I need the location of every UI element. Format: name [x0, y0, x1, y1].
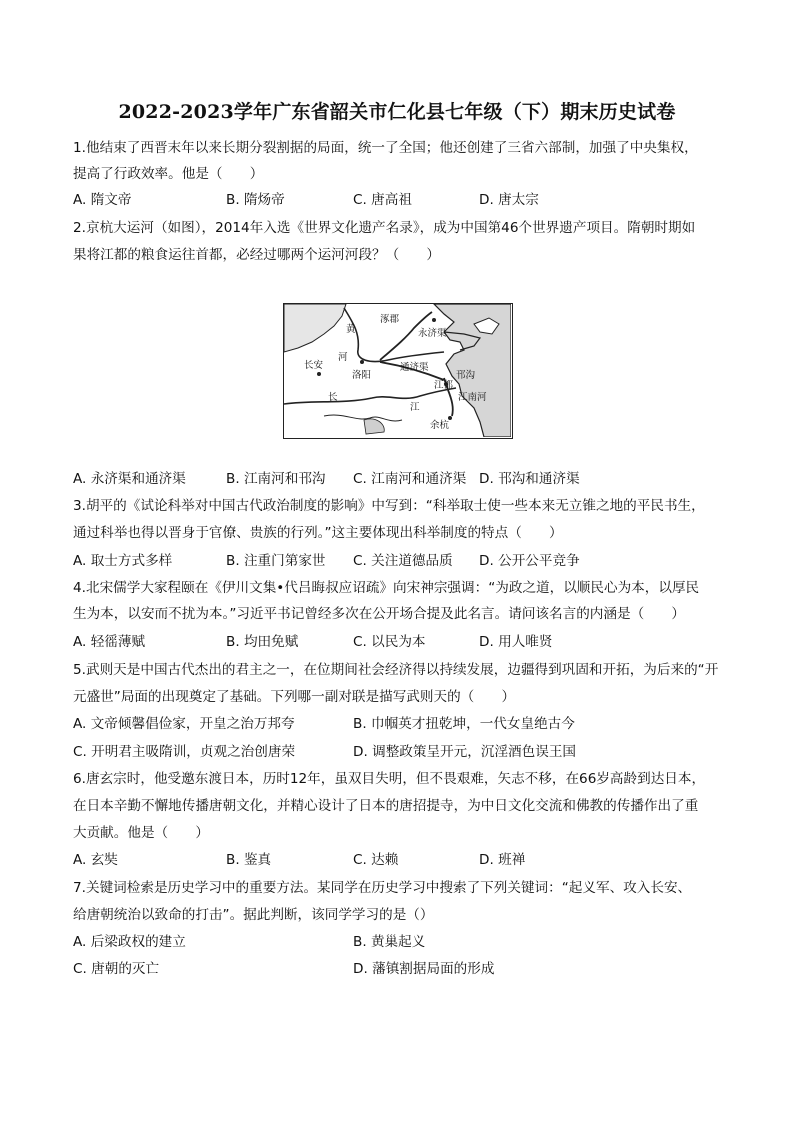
question-3-option-b: B. 注重门第家世: [226, 553, 326, 569]
question-3-line-2: 通过科举也得以晋身于官僚、贵族的行列。”这主要体现出科举制度的特点（ ）: [73, 525, 563, 541]
map-label-yongjiqu: 永济渠: [418, 328, 447, 339]
grand-canal-map: [283, 303, 513, 439]
map-label-he: 河: [338, 352, 348, 363]
question-7-option-d: D. 藩镇割据局面的形成: [353, 961, 495, 977]
map-label-zhuojun: 涿郡: [380, 314, 400, 325]
map-label-yuhang: 余杭: [430, 420, 450, 431]
question-6-option-c: C. 达赖: [353, 852, 399, 868]
map-label-changan: 长安: [304, 360, 324, 371]
question-1-option-a: A. 隋文帝: [73, 192, 132, 208]
question-1-option-d: D. 唐太宗: [479, 192, 539, 208]
changan-marker: [317, 372, 321, 376]
question-4-option-b: B. 均田免赋: [226, 634, 299, 650]
question-7-option-a: A. 后梁政权的建立: [73, 934, 186, 950]
map-label-jiang: 江: [410, 402, 420, 413]
question-2-option-b: B. 江南河和邗沟: [226, 471, 326, 487]
question-6-option-d: D. 班禅: [479, 852, 526, 868]
map-label-hangou: 邗沟: [456, 370, 476, 381]
question-4-line-2: 生为本，以安而不扰为本。”习近平书记曾经多次在公开场合提及此名言。请问该名言的内涵是（ ）: [73, 606, 685, 622]
question-2-option-a: A. 永济渠和通济渠: [73, 471, 186, 487]
map-label-huang: 黄: [346, 324, 356, 335]
exam-title: 2022-2023学年广东省韶关市仁化县七年级（下）期末历史试卷: [118, 101, 676, 123]
map-label-jiangnanhe: 江南河: [458, 392, 487, 403]
question-6-option-a: A. 玄奘: [73, 852, 118, 868]
question-6-line-1: 6.唐玄宗时，他受邀东渡日本，历时12年，虽双目失明，但不畏艰难，矢志不移，在66岁高龄到达日本，: [73, 771, 706, 787]
question-4-option-a: A. 轻徭薄赋: [73, 634, 146, 650]
luoyang-marker: [360, 360, 364, 364]
map-label-tongjiqu: 通济渠: [400, 362, 429, 373]
question-1-line-2: 提高了行政效率。他是（ ）: [73, 166, 264, 182]
question-7-line-1: 7.关键词检索是历史学习中的重要方法。某同学在历史学习中搜索了下列关键词：“起义军、攻入长安、: [73, 880, 692, 896]
map-label-chang: 长: [328, 392, 338, 403]
map-label-luoyang: 洛阳: [352, 370, 372, 381]
question-5-option-a: A. 文帝倾馨倡俭家，开皇之治万邦夸: [73, 716, 295, 732]
grand-canal-map-drawing: [284, 304, 511, 437]
question-3-option-a: A. 取士方式多样: [73, 553, 173, 569]
question-2-line-2: 果将江都的粮食运往首都，必经过哪两个运河河段？（ ）: [73, 247, 441, 263]
question-3-option-d: D. 公开公平竞争: [479, 553, 580, 569]
question-5-line-1: 5.武则天是中国古代杰出的君主之一，在位期间社会经济得以持续发展，边疆得到巩固和开拓，为后来的“开: [73, 662, 719, 678]
question-2-option-c: C. 江南河和通济渠: [353, 471, 467, 487]
question-1-line-1: 1.他结束了西晋末年以来长期分裂割据的局面，统一了全国；他还创建了三省六部制，加强了中央集权，: [73, 140, 698, 156]
question-2-option-d: D. 邗沟和通济渠: [479, 471, 580, 487]
question-3-line-1: 3.胡平的《试论科举对中国古代政治制度的影响》中写到：“科举取士使一些本来无立锥之地的平民书生，: [73, 498, 705, 514]
zhuojun-marker: [432, 318, 436, 322]
question-5-line-2: 元盛世”局面的出现奠定了基础。下列哪一副对联是描写武则天的（ ）: [73, 689, 516, 705]
question-7-line-2: 给唐朝统治以致命的打击”。据此判断，该同学学习的是（）: [73, 907, 434, 923]
question-7-option-c: C. 唐朝的灭亡: [73, 961, 160, 977]
question-1-option-c: C. 唐高祖: [353, 192, 412, 208]
question-6-line-3: 大贡献。他是（ ）: [73, 825, 209, 841]
question-4-option-c: C. 以民为本: [353, 634, 426, 650]
map-label-jiangdu: 江都: [434, 380, 454, 391]
question-5-option-d: D. 调整政策呈开元，沉淫酒色误王国: [353, 744, 577, 760]
question-1-option-b: B. 隋炀帝: [226, 192, 285, 208]
question-7-option-b: B. 黄巢起义: [353, 934, 426, 950]
question-6-option-b: B. 鉴真: [226, 852, 272, 868]
question-2-line-1: 2.京杭大运河（如图），2014年入选《世界文化遗产名录》，成为中国第46个世界遗产项目。隋朝时期如: [73, 220, 696, 236]
question-5-option-c: C. 开明君主吸隋训，贞观之治创唐荣: [73, 744, 296, 760]
question-5-option-b: B. 巾帼英才扭乾坤，一代女皇绝古今: [353, 716, 575, 732]
question-4-option-d: D. 用人唯贤: [479, 634, 553, 650]
question-6-line-2: 在日本辛勤不懈地传播唐朝文化，并精心设计了日本的唐招提寺，为中日文化交流和佛教的传播作出了重: [73, 798, 699, 814]
question-3-option-c: C. 关注道德品质: [353, 553, 453, 569]
question-4-line-1: 4.北宋儒学大家程颐在《伊川文集•代吕晦叔应诏疏》向宋神宗强调：“为政之道，以顺民心为本，以厚民: [73, 580, 700, 596]
